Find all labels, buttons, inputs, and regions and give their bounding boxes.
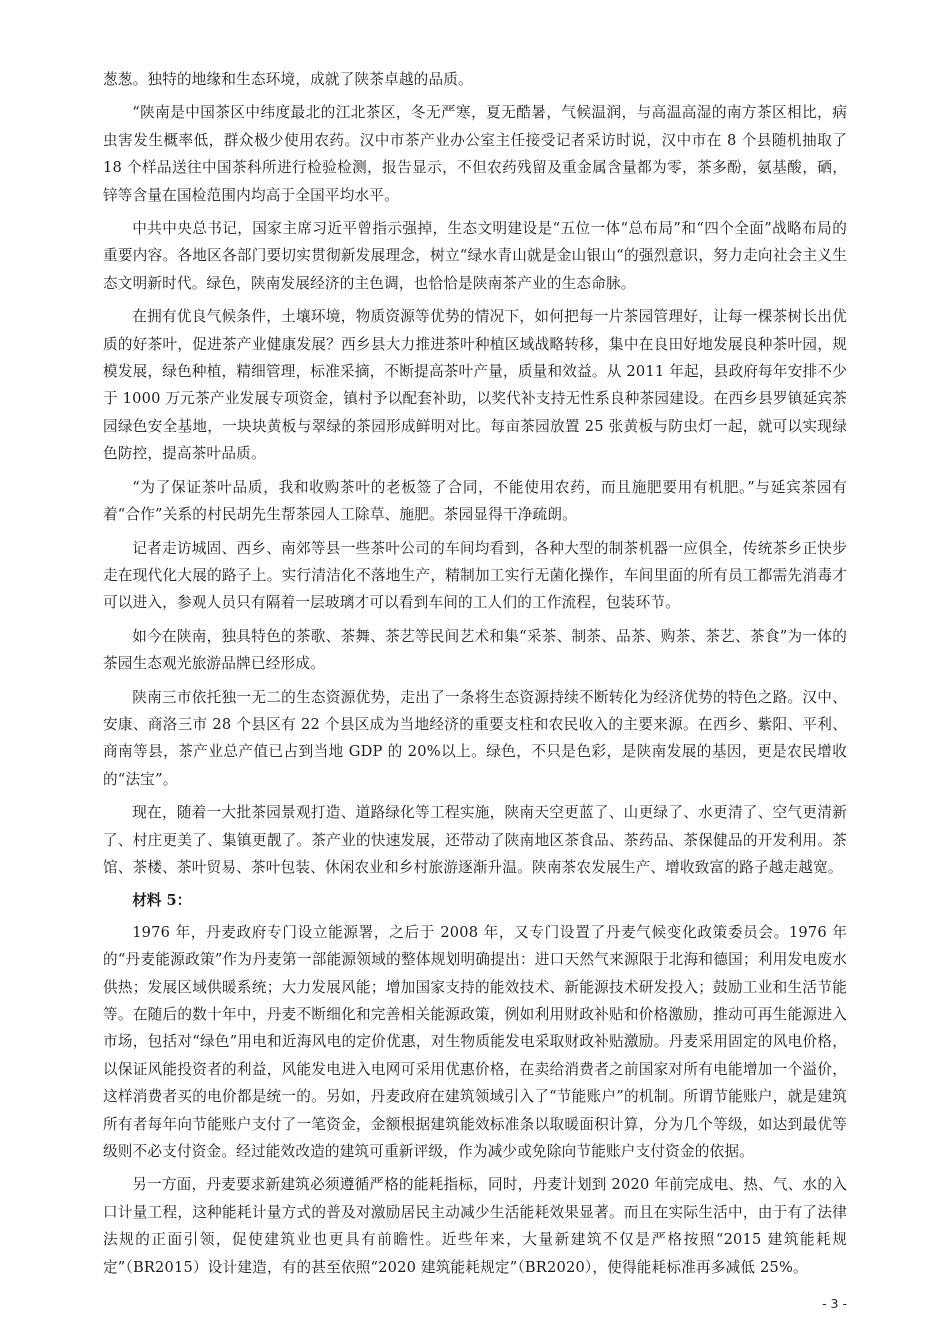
paragraph-denmark-buildings: 另一方面，丹麦要求新建筑必须遵循严格的能耗指标，同时，丹麦计划到 2020 年前完成电、热、气、水的入口计量工程，这种能耗计量方式的普及对激励居民主动减少生活能耗效果显著。而且在实际生活中，由于有了法律法规的正面引领，促使建筑业也更具有前瞻性。近些年来，大量新建筑不仅是严格按照“2015 建筑能耗规定”（BR2015）设计建造，有的甚至依照“2020 建筑能耗规定”（BR2020），使得能耗标准再多减低 25%。 xyxy=(103,1176,847,1276)
paragraph-tourism: 如今在陕南，独具特色的茶歌、茶舞、茶艺等民间艺术和集“采茶、制茶、品茶、购茶、茶艺、茶食”为一体的茶园生态观光旅游品牌已经形成。 xyxy=(103,627,847,673)
document-body xyxy=(103,66,847,1287)
paragraph-continuation: 葱葱。独特的地缘和生态环境，成就了陕茶卓越的品质。 xyxy=(103,71,473,88)
paragraph-xixiang: 在拥有优良气候条件，土壤环境，物质资源等优势的情况下，如何把每一片茶园管理好，让每一棵茶树长出优质的好茶叶，促进茶产业健康发展？西乡县大力推进茶叶种植区域战略转移，集中在良田好地发展良种茶叶园，规模发展，绿色种植，精细管理，标准采摘，不断提高茶叶产量，质量和效益。从 2011 年起，县政府每年安排不少于 1000 万元茶产业发展专项资金，镇村予以配套补助，以奖代补支持无性系良种茶园建设。在西乡县罗镇延宾茶园绿色安全基地，一块块黄板与翠绿的茶园形成鲜明对比。每亩茶园放置 25 张黄板与防虫灯一起，就可以实现绿色防控，提高茶叶品质。 xyxy=(103,308,847,463)
paragraph-factory: 记者走访城固、西乡、南郊等县一些茶叶公司的车间均看到，各种大型的制茶机器一应俱全，传统茶乡正快步走在现代化大展的路子上。实行清洁化不落地生产，精制加工实行无菌化操作，车间里面的所有员工都需先消毒才可以进入，参观人员只有隔着一层玻璃才可以看到车间的工人们的工作流程，包装环节。 xyxy=(103,539,847,612)
paragraph-ecology: 中共中央总书记，国家主席习近平曾指示强掉，生态文明建设是“五位一体“总布局”和“四个全面”战略布局的重要内容。各地区各部门要切实贯彻新发展理念，树立“绿水青山就是金山银山“的强烈意识，努力走向社会主义生态文明新时代。绿色，陕南发展经济的主色调，也恰恰是陕南茶产业的生态命脉。 xyxy=(103,220,847,292)
page-number: - 3 - xyxy=(822,1296,847,1311)
paragraph-economy: 陕南三市依托独一无二的生态资源优势，走出了一条将生态资源持续不断转化为经济优势的特色之路。汉中、安康、商洛三市 28 个县区有 22 个县区成为当地经济的重要支柱和农民收入的主要来源。在西乡、紫阳、平利、商南等县，茶产业总产值已占到当地 GDP 的 20%以上。绿色，不只是色彩，是陕南发展的基因，更是农民增收的“法宝”。 xyxy=(103,688,847,788)
paragraph-development: 现在，随着一大批茶园景观打造、道路绿化等工程实施，陕南天空更蓝了、山更绿了、水更清了、空气更清新了、村庄更美了、集镇更靓了。茶产业的快速发展，还带动了陕南地区茶食品、茶药品、茶保健品的开发利用。茶馆、茶楼、茶叶贸易、茶叶包装、休闲农业和乡村旅游逐渐升温。陕南茶农发展生产、增收致富的路子越走越宽。 xyxy=(103,804,847,876)
paragraph-quote: “为了保证茶叶品质，我和收购茶叶的老板签了合同，不能使用农药，而且施肥要用有机肥。”与延宾茶园有着“合作”关系的村民胡先生帮茶园人工除草、施肥。茶园显得干净疏朗。 xyxy=(103,478,847,524)
paragraph-denmark-policy: 1976 年，丹麦政府专门设立能源署，之后于 2008 年，又专门设置了丹麦气候变化政策委员会。1976 年的“丹麦能源政策”作为丹麦第一部能源领域的整体规划明确提出：进口天然气来源限于北海和德国；利用发电废水供热；发展区域供暖系统；大力发展风能；增加国家支持的能效技术、新能源技术研发投入；鼓励工业和生活节能等。在随后的数十年中，丹麦不断细化和完善相关能源政策，例如利用财政补贴和价格激励，推动可再生能源进入市场，包括对“绿色”用电和近海风电的定价优惠，对生物质能发电采取财政补贴激励。丹麦采用固定的风电价格，以保证风能投资者的利益，风能发电进入电网可采用优惠价格，在卖给消费者之前国家对所有电能增加一个溢价，这样消费者买的电价都是统一的。另如，丹麦政府在建筑领域引入了“节能账户”的机制。所谓节能账户，就是建筑所有者每年向节能账户支付了一笔资金，金额根据建筑能效标准条以取暖面积计算，分为几个等级，如达到最优等级则不必支付资金。经过能效改造的建筑可重新评级，作为减少或免除向节能账户支付资金的依据。 xyxy=(103,923,847,1161)
section-heading: 材料 5： xyxy=(132,892,192,910)
paragraph-climate: “陕南是中国茶区中纬度最北的江北茶区，冬无严寒，夏无酷暑，气候温润，与高温高湿的南方茶区相比，病虫害发生概率低，群众极少使用农药。汉中市茶产业办公室主任接受记者采访时说，汉中市在 8 个县随机抽取了 18 个样品送往中国茶科所进行检验检测，报告显示，不但农药残留及重金属含量都为零，茶多酚，氨基酸，硒，锌等含量在国检范围内均高于全国平均水平。 xyxy=(103,104,847,204)
